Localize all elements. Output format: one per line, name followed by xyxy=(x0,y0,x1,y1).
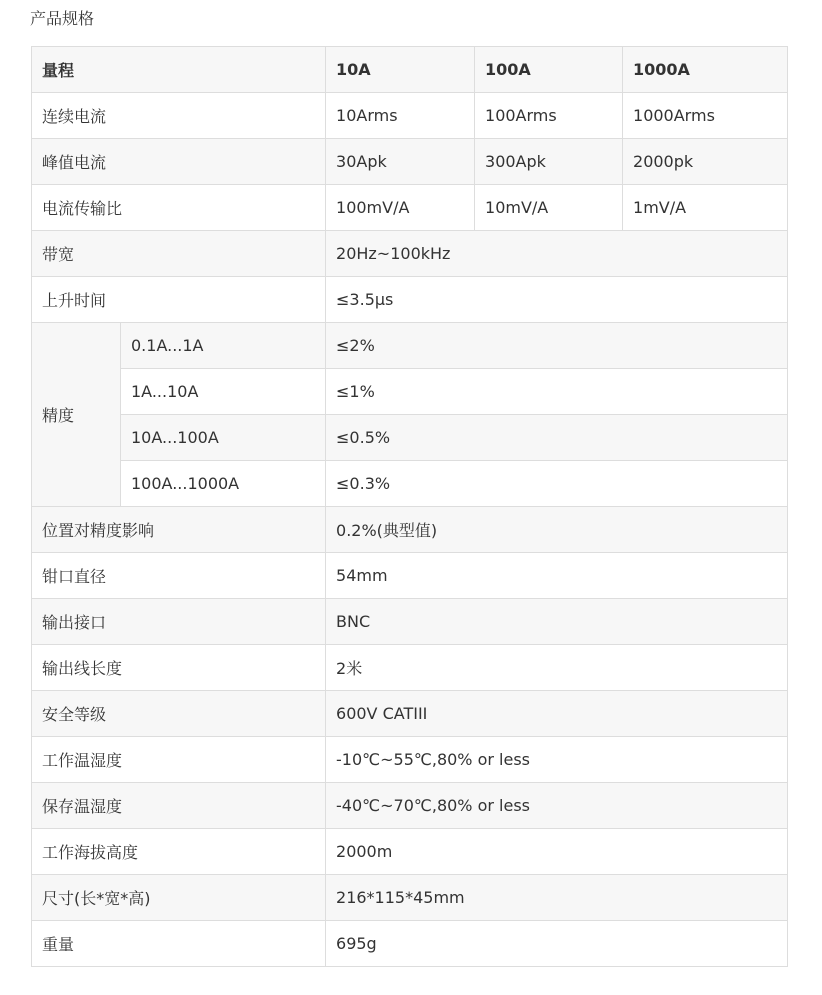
accuracy-range: 1A...10A xyxy=(121,369,326,415)
row-label: 安全等级 xyxy=(32,691,326,737)
cell-value: 30Apk xyxy=(326,139,475,185)
table-row xyxy=(32,231,788,277)
cell-value: 695g xyxy=(326,921,788,967)
row-label: 钳口直径 xyxy=(32,553,326,599)
cell-value: 10Arms xyxy=(326,93,475,139)
table-row xyxy=(32,737,788,783)
row-label: 保存温湿度 xyxy=(32,783,326,829)
table-row xyxy=(32,93,788,139)
accuracy-range: 0.1A...1A xyxy=(121,323,326,369)
table-row xyxy=(32,783,788,829)
table-row xyxy=(32,185,788,231)
cell-value: 216*115*45mm xyxy=(326,875,788,921)
row-label: 工作温湿度 xyxy=(32,737,326,783)
row-label: 带宽 xyxy=(32,231,326,277)
cell-value: 20Hz~100kHz xyxy=(326,231,788,277)
table-row xyxy=(32,323,788,369)
cell-value: 100Arms xyxy=(475,93,623,139)
table-row xyxy=(32,875,788,921)
accuracy-range: 10A...100A xyxy=(121,415,326,461)
cell-value: -40℃~70℃,80% or less xyxy=(326,783,788,829)
cell-value: 10mV/A xyxy=(475,185,623,231)
cell-value: 0.2%(典型值) xyxy=(326,507,788,553)
cell-value: 2米 xyxy=(326,645,788,691)
row-label: 上升时间 xyxy=(32,277,326,323)
row-label: 工作海拔高度 xyxy=(32,829,326,875)
table-row xyxy=(32,461,788,507)
cell-value: ≤1% xyxy=(326,369,788,415)
row-label: 输出接口 xyxy=(32,599,326,645)
row-label: 尺寸(长*宽*高) xyxy=(32,875,326,921)
cell-value: 300Apk xyxy=(475,139,623,185)
table-row xyxy=(32,921,788,967)
cell-value: BNC xyxy=(326,599,788,645)
header-range-100a: 100A xyxy=(475,47,623,93)
cell-value: ≤2% xyxy=(326,323,788,369)
table-row xyxy=(32,415,788,461)
row-label: 位置对精度影响 xyxy=(32,507,326,553)
table-row xyxy=(32,829,788,875)
accuracy-label: 精度 xyxy=(32,323,121,507)
cell-value: ≤3.5μs xyxy=(326,277,788,323)
cell-value: 54mm xyxy=(326,553,788,599)
row-label: 连续电流 xyxy=(32,93,326,139)
table-row xyxy=(32,645,788,691)
table-row xyxy=(32,369,788,415)
table-row xyxy=(32,139,788,185)
cell-value: -10℃~55℃,80% or less xyxy=(326,737,788,783)
section-title: 产品规格 xyxy=(30,9,95,28)
cell-value: 2000m xyxy=(326,829,788,875)
table-header-row xyxy=(32,47,788,93)
header-range-1000a: 1000A xyxy=(623,47,788,93)
table-row xyxy=(32,599,788,645)
cell-value: 100mV/A xyxy=(326,185,475,231)
row-label: 输出线长度 xyxy=(32,645,326,691)
header-range-10a: 10A xyxy=(326,47,475,93)
cell-value: 1mV/A xyxy=(623,185,788,231)
row-label: 峰值电流 xyxy=(32,139,326,185)
table-row xyxy=(32,553,788,599)
table-row xyxy=(32,691,788,737)
accuracy-range: 100A...1000A xyxy=(121,461,326,507)
table-row xyxy=(32,277,788,323)
cell-value: 2000pk xyxy=(623,139,788,185)
cell-value: ≤0.3% xyxy=(326,461,788,507)
cell-value: 1000Arms xyxy=(623,93,788,139)
spec-table xyxy=(31,46,788,967)
row-label: 电流传输比 xyxy=(32,185,326,231)
row-label: 重量 xyxy=(32,921,326,967)
table-row xyxy=(32,507,788,553)
cell-value: ≤0.5% xyxy=(326,415,788,461)
cell-value: 600V CATIII xyxy=(326,691,788,737)
header-label: 量程 xyxy=(32,47,326,93)
